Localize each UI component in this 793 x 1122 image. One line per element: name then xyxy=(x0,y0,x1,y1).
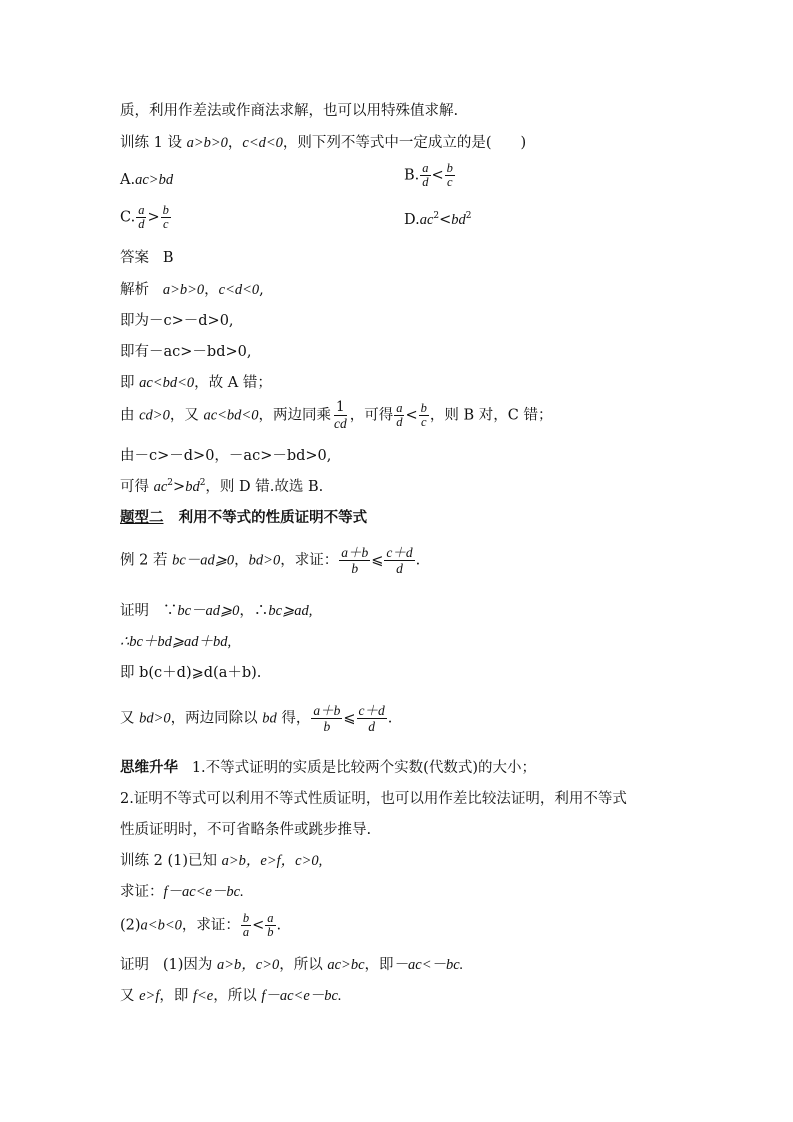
fraction: $\frac{1}{cd}$ xyxy=(333,399,347,431)
fraction: $\frac{b}{c}$ xyxy=(162,203,169,231)
fraction: $\frac{a}{b}$ xyxy=(267,911,274,939)
text-line: 即为－c>－d>0, xyxy=(120,313,234,329)
proof-line: 证明 (1)因为 a>b，c>0，所以 ac>bc，即－ac<－bc. xyxy=(120,957,464,973)
training-2-question: 训练 2 (1)已知 a>b，e>f，c>0, xyxy=(120,853,323,869)
fraction: $\frac{a}{d}$ xyxy=(396,401,403,429)
text-line: 即有－ac>－bd>0, xyxy=(120,344,252,360)
proof-line: 又 bd>0，两边同除以 bd 得， $\frac{a+b}{b}$ ⩽ $\frac{c+d}{d}$ . xyxy=(120,703,393,734)
text-line: 由－c>－d>0，－ac>－bd>0, xyxy=(120,448,332,464)
fraction: $\frac{a}{d}$ xyxy=(422,161,429,189)
fraction: $\frac{b}{a}$ xyxy=(242,911,250,939)
training-2-question: (2)a<b<0，求证： $\frac{b}{a}$ < $\frac{a}{b}$ . xyxy=(120,911,282,939)
fraction: $\frac{a}{d}$ xyxy=(138,203,145,231)
option-d: $D.ac^2<bd^2$ xyxy=(404,211,472,228)
training-2-question: 求证：f－ac<e－bc. xyxy=(120,884,244,900)
fraction: $\frac{a+b}{b}$ xyxy=(313,703,341,734)
option-c: C. $\frac{a}{d}$ > $\frac{b}{c}$ xyxy=(120,203,169,231)
summary-line: 思维升华 1.不等式证明的实质是比较两个实数(代数式)的大小； xyxy=(120,759,536,776)
fraction: $\frac{b}{c}$ xyxy=(420,401,427,429)
training-1-question: 训练 1 设 a>b>0，c<d<0，则下列不等式中一定成立的是( ) xyxy=(120,135,527,151)
fraction: $\frac{c+d}{d}$ xyxy=(386,545,413,576)
proof-line: 证明 ∵bc－ad⩾0，∴bc⩾ad, xyxy=(120,603,313,619)
summary-line: 2.证明不等式可以利用不等式性质证明，也可以用作差比较法证明，利用不等式 xyxy=(120,791,627,807)
section-heading: 题型二 利用不等式的性质证明不等式 xyxy=(120,509,368,526)
answer-line: 答案 B xyxy=(120,250,174,266)
text-line: 质，利用作差法或作商法求解，也可以用特殊值求解. xyxy=(120,103,459,119)
proof-line: 又 e>f，即 f<e，所以 f－ac<e－bc. xyxy=(120,988,342,1004)
text-line: 即 ac<bd<0，故 A 错； xyxy=(120,375,272,391)
proof-line: ∴bc＋bd⩾ad＋bd, xyxy=(120,634,232,650)
option-a: A.ac>bd xyxy=(120,172,174,188)
fraction: $\frac{a+b}{b}$ xyxy=(341,545,369,576)
proof-line: 即 b(c＋d)⩾d(a＋b). xyxy=(120,665,262,681)
text-line: 可得 $ac^2>bd^2$，则 D 错.故选 B. xyxy=(120,478,324,495)
fraction: $\frac{b}{c}$ xyxy=(446,161,453,189)
analysis-line: 解析 a>b>0，c<d<0, xyxy=(120,282,264,298)
option-b: B. $\frac{a}{d}$ < $\frac{b}{c}$ xyxy=(404,161,453,189)
summary-line: 性质证明时，不可省略条件或跳步推导. xyxy=(120,822,372,838)
text-line: 由 cd>0，又 ac<bd<0，两边同乘 $\frac{1}{cd}$ ，可得 $\frac{a}{d}$ < $\frac{b}{c}$ ，则 B 对，C 错； xyxy=(120,399,553,431)
example-2: 例 2 若 bc－ad⩾0，bd>0，求证： $\frac{a+b}{b}$ ⩽ $\frac{c+d}{d}$ . xyxy=(120,545,421,576)
fraction: $\frac{c+d}{d}$ xyxy=(358,703,385,734)
